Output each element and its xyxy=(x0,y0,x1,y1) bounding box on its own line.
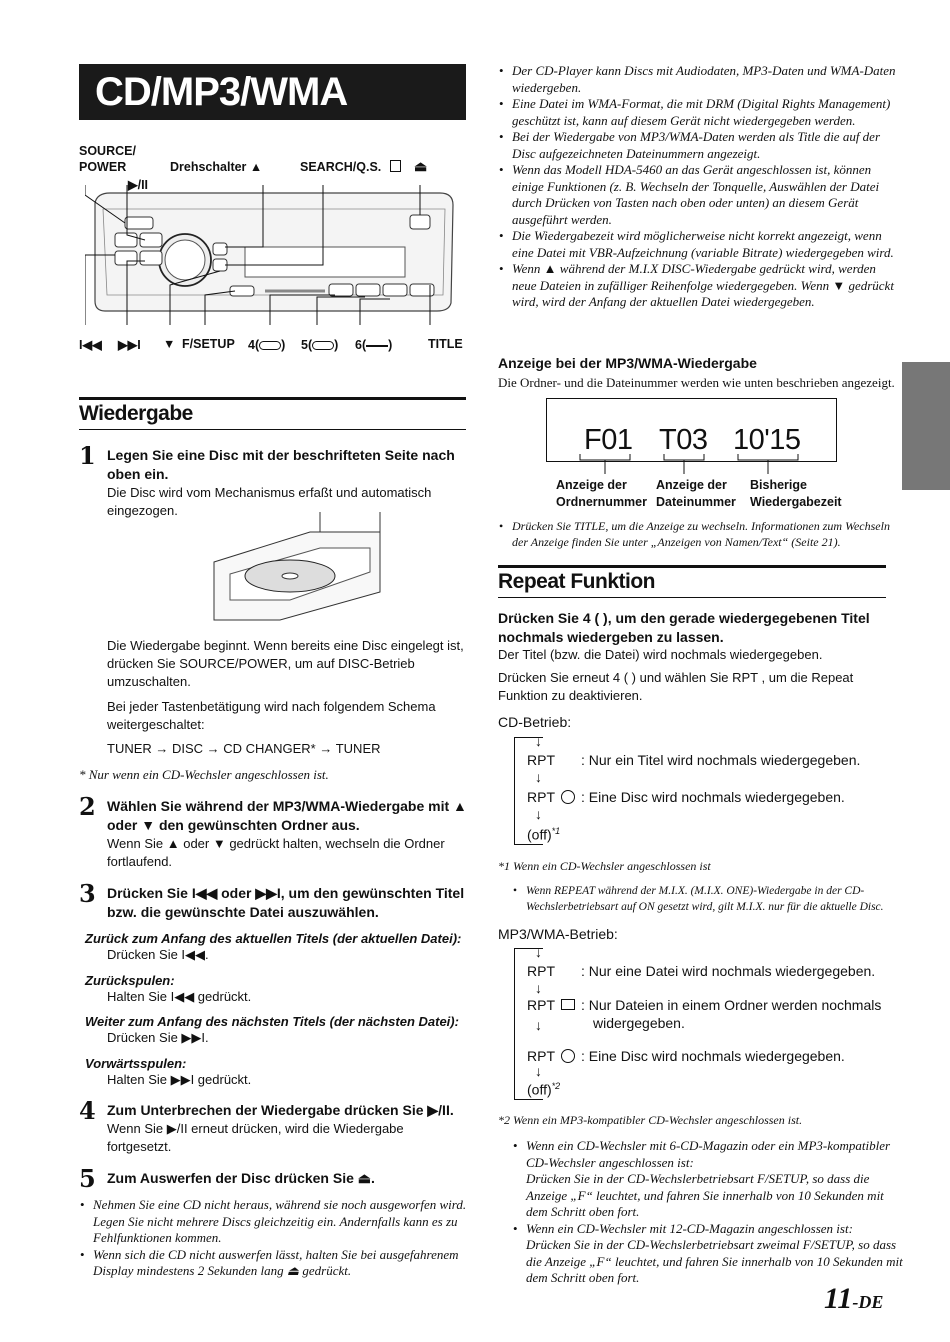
mp3-rpt3-desc: : Eine Disc wird nochmals wiedergegeben. xyxy=(581,1048,845,1064)
step1-scheme-intro: Bei jeder Tastenbetätigung wird nach folgendem Schema weitergeschaltet: xyxy=(107,699,436,732)
disc-notes-list xyxy=(498,63,902,311)
disc-icon xyxy=(561,1049,575,1063)
anzeige-note-list xyxy=(498,518,904,550)
step1-body: Die Disc wird vom Mechanismus erfaßt und automatisch eingezogen. xyxy=(107,485,432,518)
section-rule xyxy=(498,565,886,568)
folder-icon xyxy=(561,999,575,1010)
changer-note-12: • Wenn ein CD-Wechsler mit 12-CD-Magazin angeschlossen ist: Drücken Sie in der CD-Wechslerbetriebsart zweimal F/SETUP, so dass die Anzeige „F“ leuchtet, und fahren Sie innerhalb von 10 Sekunden mit dem Schritt oben fort. xyxy=(526,1221,904,1287)
caption-track-line2: Dateinummer xyxy=(656,495,736,509)
flow-arrow: ↓ xyxy=(535,733,542,749)
eject-notes xyxy=(79,1197,478,1280)
step1-playback-text: Die Wiedergabe beginnt. Wenn bereits eine Disc eingelegt ist, drücken Sie SOURCE/POWER, um auf DISC-Betrieb umzuschalten. xyxy=(107,638,464,689)
repeat-p1: Der Titel (bzw. die Datei) wird nochmals wiedergegeben. xyxy=(498,647,823,662)
section-rule xyxy=(79,429,466,430)
step4-body: Wenn Sie ▶/II erneut drücken, wird die Wiedergabe fortgesetzt. xyxy=(107,1121,404,1154)
label-next: ▶▶I xyxy=(118,338,141,352)
label-6: 6( ) xyxy=(355,338,393,352)
step4-heading: Zum Unterbrechen der Wiedergabe drücken Sie ▶/II. xyxy=(107,1102,454,1118)
label-title: TITLE xyxy=(428,337,463,351)
fn1-note-list xyxy=(512,883,904,915)
repeat-p2: Drücken Sie erneut 4 ( ) und wählen Sie RPT , um die Repeat Funktion zu deaktivieren. xyxy=(498,670,854,703)
step3-heading: Drücken Sie I◀◀ oder ▶▶I, um den gewünschten Titel bzw. die gewünschte Datei auszuwählen. xyxy=(107,885,465,920)
label-down: ▼ xyxy=(163,337,176,351)
disc-note: • Bei der Wiedergabe von MP3/WMA-Daten werden als Title die auf der Disc aufgezeichneten Dateinummern angezeigt. xyxy=(512,129,902,162)
mp3-mode-label: MP3/WMA-Betrieb: xyxy=(498,926,618,942)
anzeige-heading: Anzeige bei der MP3/WMA-Wiedergabe xyxy=(498,355,757,371)
label-source: SOURCE/ xyxy=(79,144,136,158)
label-prev: I◀◀ xyxy=(79,338,102,352)
anzeige-note: • Drücken Sie TITLE, um die Anzeige zu wechseln. Informationen zum Wechseln der Anzeige finden Sie unter „Anzeigen von Namen/Text“ (Seite 21). xyxy=(512,518,904,550)
flow-arrow: ↓ xyxy=(535,769,542,785)
changer-notes xyxy=(512,1138,904,1287)
cd-rpt1-desc: : Nur ein Titel wird nochmals wiedergegeben. xyxy=(581,752,861,768)
wiedergabe-heading: Wiedergabe xyxy=(79,402,193,425)
display-folder: F01 xyxy=(584,424,633,456)
sub4-body: Halten Sie ▶▶I gedrückt. xyxy=(107,1072,252,1087)
label-power: POWER xyxy=(79,160,127,174)
step1-scheme: TUNER → DISC → CD CHANGER* → TUNER xyxy=(107,741,381,756)
disc-icon xyxy=(561,790,575,804)
sub1-body: Drücken Sie I◀◀. xyxy=(107,947,209,962)
flow-arrow: ↓ xyxy=(535,806,542,822)
sub3-heading: Weiter zum Anfang des nächsten Titels (der nächsten Datei): xyxy=(85,1014,459,1029)
section-tab xyxy=(902,362,950,490)
mp3-rpt2: RPT xyxy=(527,997,555,1013)
eject-note: • Wenn sich die CD nicht auswerfen lässt, halten Sie bei ausgefahrenem Display mindestens 2 Sekunden lang ⏏ gedrückt. xyxy=(93,1247,478,1280)
cd-rpt2: RPT xyxy=(527,789,555,805)
sub4-heading: Vorwärtsspulen: xyxy=(85,1056,187,1071)
sub2-body: Halten Sie I◀◀ gedrückt. xyxy=(107,989,252,1004)
label-5: 5( ) xyxy=(301,338,339,352)
disc-note: • Die Wiedergabezeit wird möglicherweise nicht korrekt angezeigt, wenn eine Datei mit VBR-Aufzeichnung (variable Bitrate) wiedergegeben wird. xyxy=(512,228,902,261)
mp3-rpt3: RPT xyxy=(527,1048,555,1064)
display-track: T03 xyxy=(659,424,708,456)
cd-rpt2-desc: : Eine Disc wird nochmals wiedergegeben. xyxy=(581,789,845,805)
cd-mode-label: CD-Betrieb: xyxy=(498,714,572,730)
anzeige-intro: Die Ordner- und die Dateinummer werden wie unten beschrieben angezeigt. xyxy=(498,375,895,390)
sub3-body: Drücken Sie ▶▶I. xyxy=(107,1030,209,1045)
disc-note: • Der CD-Player kann Discs mit Audiodaten, MP3-Daten und WMA-Daten wiedergeben. xyxy=(512,63,902,96)
caption-folder-line1: Anzeige der xyxy=(556,478,627,492)
fn1-note: • Wenn REPEAT während der M.I.X. (M.I.X. ONE)-Wiedergabe in der CD-Wechslerbetriebsart auf ON gesetzt wird, gilt M.I.X. nur für die aktuelle Disc. xyxy=(526,883,904,915)
eject-label: ⏏ xyxy=(414,158,428,174)
step-number: 2 xyxy=(79,792,96,821)
page-number: 11-DE xyxy=(824,1282,884,1315)
page-title: CD/MP3/WMA xyxy=(79,64,466,120)
label-fsetup: F/SETUP xyxy=(182,337,235,351)
step-number: 3 xyxy=(79,879,96,908)
mp3-rpt1-desc: : Nur eine Datei wird nochmals wiedergegeben. xyxy=(581,963,876,979)
label-drehschalter: Drehschalter ▲ xyxy=(170,160,263,174)
disc-note: • Wenn ▲ während der M.I.X DISC-Wiedergabe gedrückt wird, werden neue Dateien in zufälliger Reihenfolge wiedergegeben. Wenn ▼ gedrückt wird, wird der Anfang der aktuellen Datei wiedergegeben. xyxy=(512,261,902,311)
sub2-heading: Zurückspulen: xyxy=(85,973,175,988)
disc-note: • Eine Datei im WMA-Format, die mit DRM (Digital Rights Management) geschützt ist, kann auf diesem Gerät nicht wiedergegeben werden. xyxy=(512,96,902,129)
flow-arrow: ↓ xyxy=(535,1063,542,1079)
display-time: 10'15 xyxy=(733,424,801,456)
eject-note: • Nehmen Sie eine CD nicht heraus, während sie noch ausgeworfen wird. Legen Sie nicht mehrere Discs gleichzeitig ein. Andernfalls kann es zu Fehlfunktionen kommen. xyxy=(93,1197,478,1247)
disc-note: • Wenn das Modell HDA-5460 an das Gerät angeschlossen ist, können einige Funktionen (z. B. Wechseln der Tonquelle, Auswählen der Datei durch Drücken von Tasten nach oben oder unten) an diesem Gerät ausgeführt werden. xyxy=(512,162,902,228)
mp3-rpt2-desc-line2: widergegeben. xyxy=(593,1015,685,1031)
flow-arrow: ↓ xyxy=(535,944,542,960)
step-number: 5 xyxy=(79,1164,96,1193)
footnote-2: *2 Wenn ein MP3-kompatibler CD-Wechsler angeschlossen ist. xyxy=(498,1113,803,1127)
step-number: 1 xyxy=(79,441,96,470)
sub1-heading: Zurück zum Anfang des aktuellen Titels (der aktuellen Datei): xyxy=(85,931,462,946)
label-4: 4( ) xyxy=(248,338,286,352)
device-illustration xyxy=(85,185,465,325)
step2-heading: Wählen Sie während der MP3/WMA-Wiedergabe mit ▲ oder ▼ den gewünschten Ordner aus. xyxy=(107,798,467,833)
mp3-off: (off)$^{*2}$ xyxy=(527,1081,561,1098)
repeat-subheading: Drücken Sie 4 ( ), um den gerade wiedergegebenen Titel nochmals wiedergeben zu lassen. xyxy=(498,610,870,645)
step2-body: Wenn Sie ▲ oder ▼ gedrückt halten, wechseln die Ordner fortlaufend. xyxy=(107,836,445,869)
caption-time-line2: Wiedergabezeit xyxy=(750,495,842,509)
caption-track-line1: Anzeige der xyxy=(656,478,727,492)
disc-insert-illustration xyxy=(210,512,382,622)
step5-heading: Zum Auswerfen der Disc drücken Sie ⏏. xyxy=(107,1170,375,1186)
changer-note-6: • Wenn ein CD-Wechsler mit 6-CD-Magazin oder ein MP3-kompatibler CD-Wechsler angeschlossen ist: Drücken Sie in der CD-Wechslerbetriebsart F/SETUP, so dass die Anzeige „F“ leuchtet, und fahren Sie innerhalb von 10 Sekunden mit dem Schritt oben fort. xyxy=(526,1138,904,1221)
section-rule xyxy=(498,597,886,598)
section-rule xyxy=(79,397,466,400)
mp3-rpt1: RPT xyxy=(527,963,555,979)
qs-icon xyxy=(390,160,401,172)
flow-arrow: ↓ xyxy=(535,980,542,996)
flow-arrow: ↓ xyxy=(535,1017,542,1033)
footnote-1: *1 Wenn ein CD-Wechsler angeschlossen ist xyxy=(498,859,711,873)
caption-time-line1: Bisherige xyxy=(750,478,807,492)
footnote-star: * Nur wenn ein CD-Wechsler angeschlossen ist. xyxy=(79,767,329,782)
cd-off: (off)$^{*1}$ xyxy=(527,826,561,843)
repeat-heading: Repeat Funktion xyxy=(498,570,656,593)
caption-folder-line2: Ordnernummer xyxy=(556,495,647,509)
step-number: 4 xyxy=(79,1096,96,1125)
mp3-rpt2-desc-line1: : Nur Dateien in einem Ordner werden nochmals xyxy=(581,997,882,1013)
step1-heading: Legen Sie eine Disc mit der beschrifteten Seite nach oben ein. xyxy=(107,447,455,482)
label-play-pause: ▶/II xyxy=(128,178,149,192)
display-brackets xyxy=(560,452,820,476)
cd-rpt1: RPT xyxy=(527,752,555,768)
label-search: SEARCH/Q.S. xyxy=(300,160,382,174)
